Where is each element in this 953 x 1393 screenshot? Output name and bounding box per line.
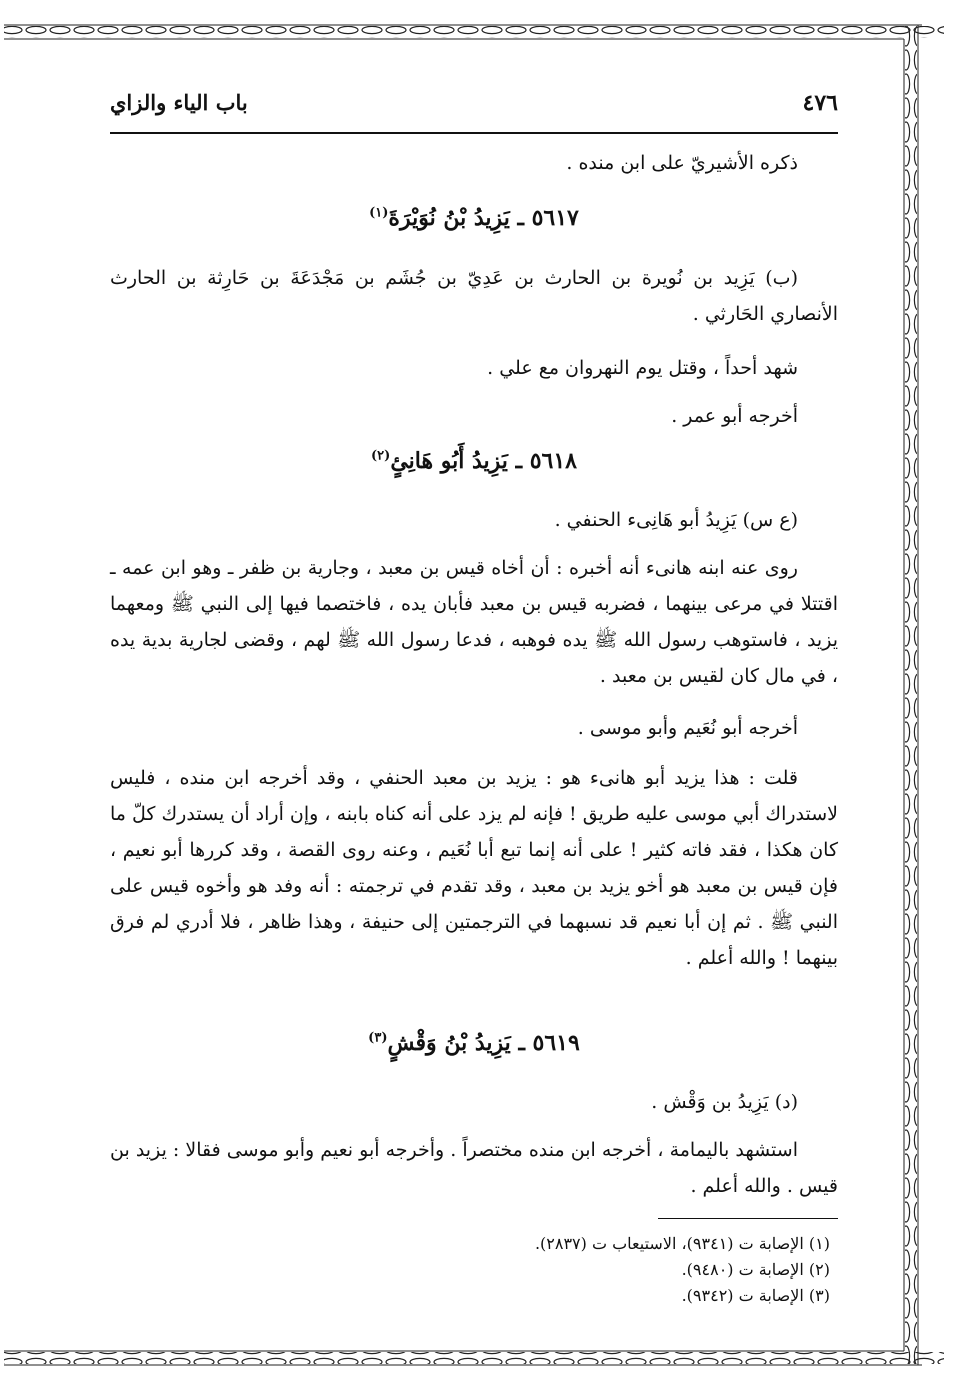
running-header (110, 90, 838, 134)
entry-title: ٥٦١٨ ـ يَزِيدُ أَبُو هَانِئٍ (390, 448, 577, 474)
intro-line: ذكره الأشيريّ على ابن منده . (566, 152, 798, 174)
entry-5617-source: أخرجه أبو عمر . (671, 405, 798, 427)
footnote-ref: (٢) (371, 448, 391, 464)
entry-heading-5619 (110, 1030, 838, 1056)
footnote-2: (٢) الإصابة ت (٩٤٨٠). (681, 1260, 830, 1279)
entry-title: ٥٦١٧ ـ يَزِيدُ بْنُ نُوَيْرَةَ (388, 205, 579, 231)
entry-5618-commentary: قلت : هذا يزيد أبو هانىء هو : يزيد بن معبد الحنفي ، وقد أخرجه ابن منده ، فليس لاستدراك أبي موسى عليه طريق ! فإنه لم يزد على أنه كناه بابنه ، وإن أراد أن يستدرك كلّ ما كان هكذا ، فقد فاته كثير ! على أنه إنما تبع أبا نُعَيم ، وعنه روى القصة ، وقد كررها أبو نعيم ، فإن قيس بن معبد هو أخو يزيد بن معبد ، وقد تقدم في ترجمته : أنه وفد هو وأخوه قيس على النبي ﷺ . ثم إن أبا نعيم قد نسبهما في الترجمتين إلى حنيفة ، وهذا ظاهر ، فلا أدري لم فرق بينهما ! والله أعلم . (110, 767, 838, 969)
entry-5619-note: استشهد باليمامة ، أخرجه ابن منده مختصراً . وأخرجه أبو نعيم وأبو موسى فقالا : يزيد بن قيس . والله أعلم . (110, 1139, 838, 1197)
footnote-ref: (٣) (368, 1030, 388, 1046)
entry-5618-name: (ع س) يَزِيدُ أبو هَانِىء الحنفي . (554, 509, 798, 531)
entry-heading-5617 (110, 205, 838, 231)
entry-5618-narration: روى عنه ابنه هانىء أنه أخبره : أن أخاه قيس بن معبد ، وجارية بن ظفر ـ وهو ابن عمه ـ اقتتلا في مرعى بينهما ، فضربه قيس بن معبد فأبان يده ، فاختصما فيها إلى النبي ﷺ ومعهما يزيد ، فاستوهب رسول الله ﷺ يده فوهبه ، فدعا رسول الله ﷺ لهم ، وقضى لجارية بدية يده ، في مال كان لقيس بن معبد . (110, 557, 838, 687)
entry-5617-note: شهد أحداً ، وقتل يوم النهروان مع علي . (487, 357, 798, 379)
entry-title: ٥٦١٩ ـ يَزِيدُ بْنُ وَقْشٍ (387, 1030, 580, 1056)
header-rule (110, 132, 838, 134)
footnote-ref: (١) (369, 205, 389, 221)
footnote-rule (658, 1218, 838, 1219)
section-title: باب الياء والزاي (110, 90, 248, 115)
footnote-3: (٣) الإصابة ت (٩٣٤٢). (681, 1286, 830, 1305)
entry-heading-5618 (110, 448, 838, 474)
entry-5617-lineage: (ب) يَزِيد بن نُويرة بن الحارث بن عَدِيّ بن جُشَم بن مَجْدَعَةَ بن حَارِثة بن الحارث الأنصاري الحَارثي . (110, 267, 838, 325)
entry-5619-name: (د) يَزِيدُ بن وَقْش . (651, 1091, 798, 1113)
footnote-1: (١) الإصابة ت (٩٣٤١)، الاستيعاب ت (٢٨٣٧). (534, 1234, 830, 1253)
page-number: ٤٧٦ (802, 90, 838, 116)
entry-5618-source: أخرجه أبو نُعَيم وأبو موسى . (577, 717, 798, 739)
